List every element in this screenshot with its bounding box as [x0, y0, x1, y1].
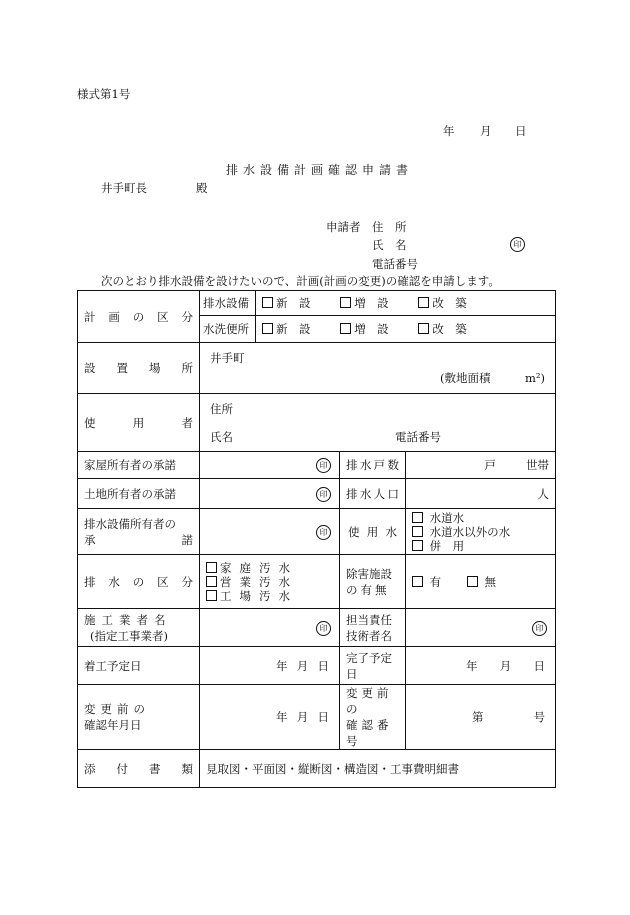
house-owner-label: 家屋所有者の承諾	[78, 452, 200, 479]
attachments-row	[78, 750, 556, 788]
previous-confirmation-row	[78, 685, 556, 750]
seal-icon: 印	[532, 621, 547, 636]
plan-type-label: 計 画 の 区 分	[78, 291, 200, 343]
land-owner-row	[78, 479, 556, 509]
applicant-address-label: 住 所	[372, 220, 407, 234]
plan-type-row-1	[78, 291, 556, 316]
facility-owner-seal[interactable]	[200, 509, 340, 555]
prev-number-value[interactable]: 第 号	[406, 685, 556, 750]
engineer-label: 担当責任 技術者名	[340, 609, 406, 647]
attachments-label: 添 付 書 類	[78, 750, 200, 788]
facility-owner-row	[78, 509, 556, 555]
checkbox-household[interactable]: 家庭汚水	[206, 561, 333, 575]
prev-number-label: 変更前の 確認番号	[340, 685, 406, 750]
user-address-label: 住所	[210, 401, 233, 416]
drainage-facility-label: 排水設備	[200, 291, 256, 316]
checkbox-business[interactable]: 営業汚水	[206, 575, 333, 589]
seal-icon: 印	[316, 458, 331, 473]
drain-type-options	[200, 555, 340, 609]
finish-date-label: 完了予定日	[340, 647, 406, 685]
user-row	[78, 394, 556, 452]
engineer-seal[interactable]	[406, 609, 556, 647]
addressee: 井手町長	[101, 181, 147, 195]
land-owner-label: 土地所有者の承諾	[78, 479, 200, 509]
seal-icon: 印	[510, 237, 525, 252]
checkbox-add[interactable]: 増 設	[340, 296, 389, 310]
user-label: 使 用 者	[78, 394, 200, 452]
checkbox-no[interactable]: 無	[467, 575, 496, 589]
site-area: (敷地面積 m²)	[440, 371, 546, 385]
user-value[interactable]	[200, 394, 556, 452]
facility-owner-label: 排水設備所有者の 承 諾	[78, 509, 200, 555]
seal-icon: 印	[316, 525, 331, 540]
seal-icon: 印	[316, 487, 331, 502]
attachments-value: 見取図・平面図・縦断図・構造図・工事費明細書	[200, 750, 556, 788]
drain-type-label: 排 水 の 区 分	[78, 555, 200, 609]
intro-text: 次のとおり排水設備を設けたいので、計画(計画の変更)の確認を申請します。	[101, 274, 500, 288]
checkbox-new[interactable]: 新 設	[262, 322, 311, 336]
checkbox-new[interactable]: 新 設	[262, 296, 311, 310]
user-phone-label: 電話番号	[395, 429, 441, 444]
location-row	[78, 343, 556, 394]
start-date-label: 着工予定日	[78, 647, 200, 685]
location-label: 設 置 場 所	[78, 343, 200, 394]
location-value[interactable]	[200, 343, 556, 394]
households-value[interactable]: 戸 世帯	[406, 452, 556, 479]
date-day-label: 日	[515, 124, 527, 138]
date-year-label: 年	[443, 124, 455, 138]
drainage-facility-options	[256, 291, 556, 316]
seal-icon: 印	[316, 621, 331, 636]
applicant-phone-label: 電話番号	[372, 257, 418, 271]
contractor-row	[78, 609, 556, 647]
user-name-label: 氏名	[210, 429, 233, 444]
house-owner-seal[interactable]	[200, 452, 340, 479]
checkbox-other-water[interactable]: 水道水以外の水	[412, 525, 549, 539]
prev-date-label: 変更前の 確認年月日	[78, 685, 200, 750]
households-label: 排 水 戸 数	[340, 452, 406, 479]
contractor-seal[interactable]	[200, 609, 340, 647]
prev-date-value[interactable]: 年 月 日	[200, 685, 340, 750]
schedule-row	[78, 647, 556, 685]
checkbox-yes[interactable]: 有	[412, 575, 441, 589]
location-town: 井手町	[210, 351, 245, 365]
land-owner-seal[interactable]	[200, 479, 340, 509]
water-use-label: 使 用 水	[340, 509, 406, 555]
checkbox-add[interactable]: 増 設	[340, 322, 389, 336]
checkbox-modify[interactable]: 改 築	[418, 296, 467, 310]
checkbox-factory[interactable]: 工場汚水	[206, 589, 333, 603]
house-owner-row	[78, 452, 556, 479]
flush-toilet-label: 水洗便所	[200, 316, 256, 343]
date-month-label: 月	[480, 124, 492, 138]
finish-date-value[interactable]: 年 月 日	[406, 647, 556, 685]
water-use-options	[406, 509, 556, 555]
applicant-seal	[510, 236, 525, 252]
contractor-label: 施工業者名 (指定工事業者)	[78, 609, 200, 647]
population-value[interactable]: 人	[406, 479, 556, 509]
checkbox-both-water[interactable]: 併 用	[412, 539, 549, 553]
start-date-value[interactable]: 年 月 日	[200, 647, 340, 685]
population-label: 排 水 人 口	[340, 479, 406, 509]
checkbox-tap-water[interactable]: 水道水	[412, 511, 549, 525]
treatment-options	[406, 555, 556, 609]
treatment-label: 除害施設 の有無	[340, 555, 406, 609]
honorific: 殿	[196, 181, 208, 195]
flush-toilet-options	[256, 316, 556, 343]
drain-type-row	[78, 555, 556, 609]
checkbox-modify[interactable]: 改 築	[418, 322, 467, 336]
document-title: 排水設備計画確認申請書	[226, 163, 414, 177]
applicant-label: 申請者	[326, 220, 361, 234]
applicant-name-label: 氏 名	[372, 238, 407, 252]
form-number: 様式第1号	[77, 87, 131, 101]
application-table	[77, 290, 556, 788]
